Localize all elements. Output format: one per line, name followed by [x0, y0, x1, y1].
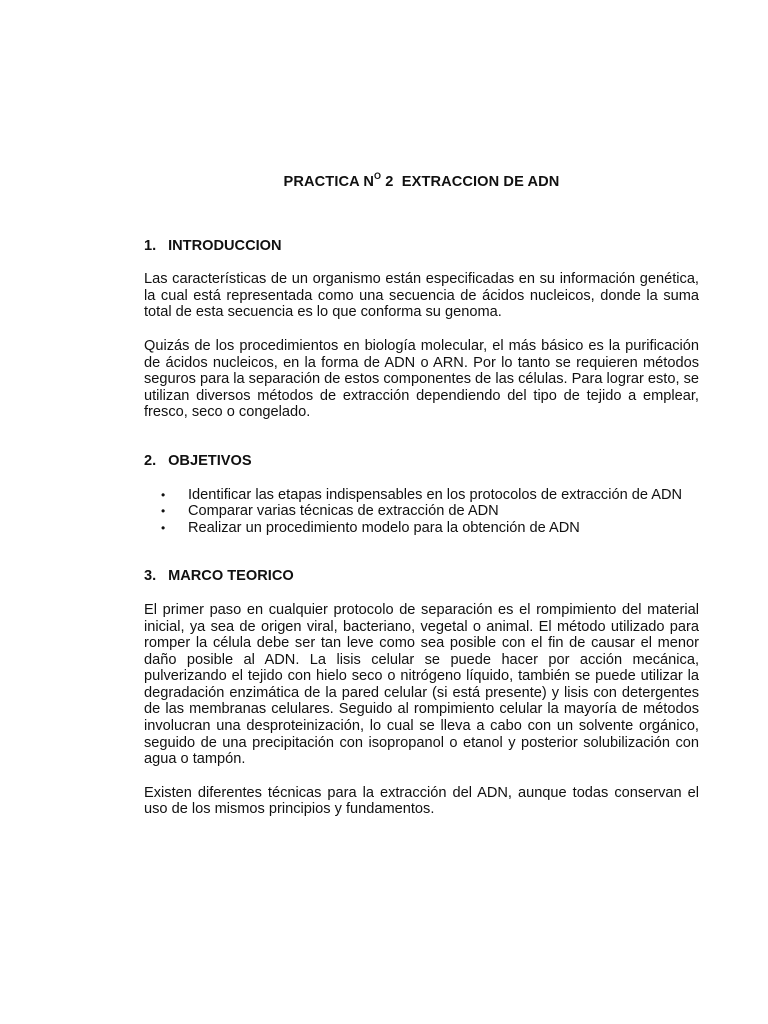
section-title: MARCO TEORICO [168, 568, 294, 585]
document-body [144, 171, 699, 818]
section-number: 3. [144, 568, 157, 585]
section-heading-introduccion [144, 238, 699, 255]
paragraph: El primer paso en cualquier protocolo de separación es el rompimiento del material inicial, ya sea de origen viral, bacteriano, vegetal o animal. El método utilizado para romper la célula debe ser tan leve como sea posible con el fin de causar el menor daño posible al ADN. La lisis celular se puede hacer por acción mecánica, pulverizando el tejido con hielo seco o nitrógeno líquido, también se puede utilizar la degradación enzimática de la pared celular (si está presente) y lisis con detergentes de las membranas celulares. Seguido al rompimiento celular la mayoría de métodos involucran una desproteinización, lo cual se lleva a cabo con un solvente orgánico, seguido de una precipitación con isopropanol o etanol y posterior solubilización con agua o tampón. [144, 601, 699, 768]
paragraph: Existen diferentes técnicas para la extracción del ADN, aunque todas conservan el uso de los mismos principios y fundamentos. [144, 784, 699, 818]
section-title: INTRODUCCION [168, 237, 282, 254]
section-heading-marco-teorico [144, 568, 699, 585]
paragraph: Quizás de los procedimientos en biología molecular, el más básico es la purificación de ácidos nucleicos, en la forma de ADN o ARN. Por lo tanto se requieren métodos seguros para la separación de estos componentes de las células. Para lograr esto, se utilizan diversos métodos de extracción dependiendo del tipo de tejido a emplear, fresco, seco o congelado. [144, 337, 699, 421]
bullet-icon: • [161, 487, 166, 502]
document-title [144, 171, 699, 191]
list-item-text: Identificar las etapas indispensables en los protocolos de extracción de ADN [188, 486, 683, 503]
list-item [161, 503, 699, 520]
paragraph: Las características de un organismo están especificadas en su información genética, la cual está representada como una secuencia de ácidos nucleicos, donde la suma total de esta secuencia es lo que conforma su genoma. [144, 271, 699, 321]
section-heading-objetivos [144, 453, 699, 470]
list-item-text: Comparar varias técnicas de extracción de ADN [188, 503, 499, 520]
section-title: OBJETIVOS [168, 452, 252, 469]
objectives-list [144, 487, 699, 537]
section-spacer [144, 536, 699, 568]
bullet-icon: • [161, 520, 166, 535]
bullet-icon: • [161, 504, 166, 519]
section-number: 2. [144, 452, 157, 469]
section-number: 1. [144, 237, 157, 254]
section-spacer [144, 421, 699, 453]
list-item-text: Realizar un procedimiento modelo para la obtención de ADN [188, 519, 580, 536]
title-suffix: 2 EXTRACCION DE ADN [381, 174, 560, 190]
title-superscript: O [374, 171, 382, 181]
title-prefix: PRACTICA N [283, 174, 374, 190]
list-item [161, 486, 699, 504]
list-item [161, 519, 699, 537]
